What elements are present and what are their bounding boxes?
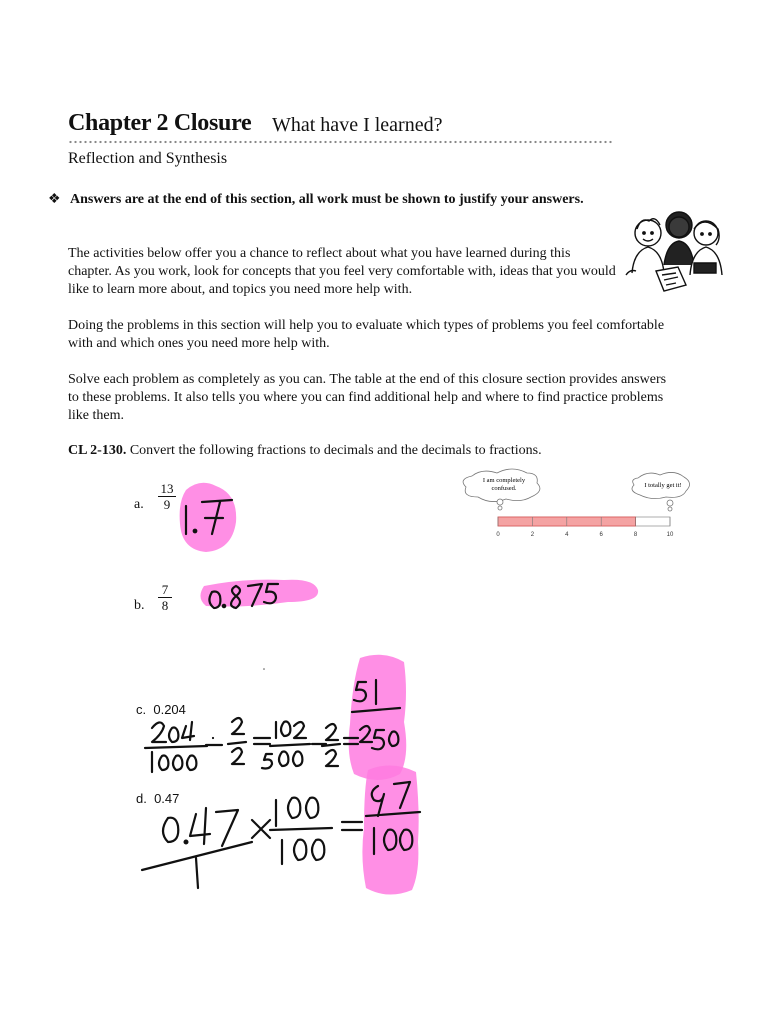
chapter-title: Chapter 2 Closure: [68, 110, 252, 136]
item-b-label: b.: [134, 598, 145, 613]
item-a-label: a.: [134, 497, 144, 512]
scale-tick-label: 10: [666, 532, 674, 538]
numerator: 13: [160, 481, 174, 496]
answers-note: Answers are at the end of this section, all work must be shown to justify your answers.: [70, 192, 584, 207]
intro-paragraph-2: Doing the problems in this section will help you to evaluate which types of problems you feel comfortable with and which ones you need more help with.: [68, 318, 665, 351]
left-bubble-line1: I am completely: [482, 477, 526, 484]
left-bubble-line2: confused.: [491, 485, 517, 492]
numerator: 7: [161, 582, 169, 597]
denominator: 8: [161, 598, 169, 613]
problem-prompt: Convert the following fractions to decimals and the decimals to fractions.: [129, 443, 542, 458]
diamond-bullet-icon: ❖: [48, 192, 61, 207]
chapter-subtitle: What have I learned?: [272, 114, 443, 136]
highlight-answer-c: [349, 655, 407, 780]
stray-mark: [263, 668, 265, 670]
item-d-label: d.: [136, 791, 147, 806]
item-d-value: 0.47: [154, 791, 180, 806]
item-c-value: 0.204: [153, 702, 186, 717]
scale-tick-label: 8: [633, 532, 638, 538]
intro-paragraph-1: The activities below offer you a chance to reflect about what you have learned during this chapter. As you work, look for concepts that you feel very comfortable with, ideas that you would like to learn more about, and topics you need more help with.: [68, 246, 616, 297]
problem-id: CL 2-130.: [68, 443, 127, 458]
section-heading: Reflection and Synthesis: [68, 150, 228, 167]
scale-tick-label: 6: [599, 532, 603, 538]
scale-tick-label: 2: [530, 532, 535, 538]
intro-paragraph-3: Solve each problem as completely as you can. The table at the end of this closure section provides answers to these problems. It also tells you where you can find additional help and where to find practice problems like them.: [68, 372, 667, 423]
scale-tick-label: 4: [565, 532, 569, 538]
item-c-label: c.: [136, 702, 147, 717]
denominator: 9: [163, 497, 171, 512]
scale-tick-label: 0: [496, 532, 500, 538]
right-bubble-text: I totally get it!: [644, 482, 682, 489]
